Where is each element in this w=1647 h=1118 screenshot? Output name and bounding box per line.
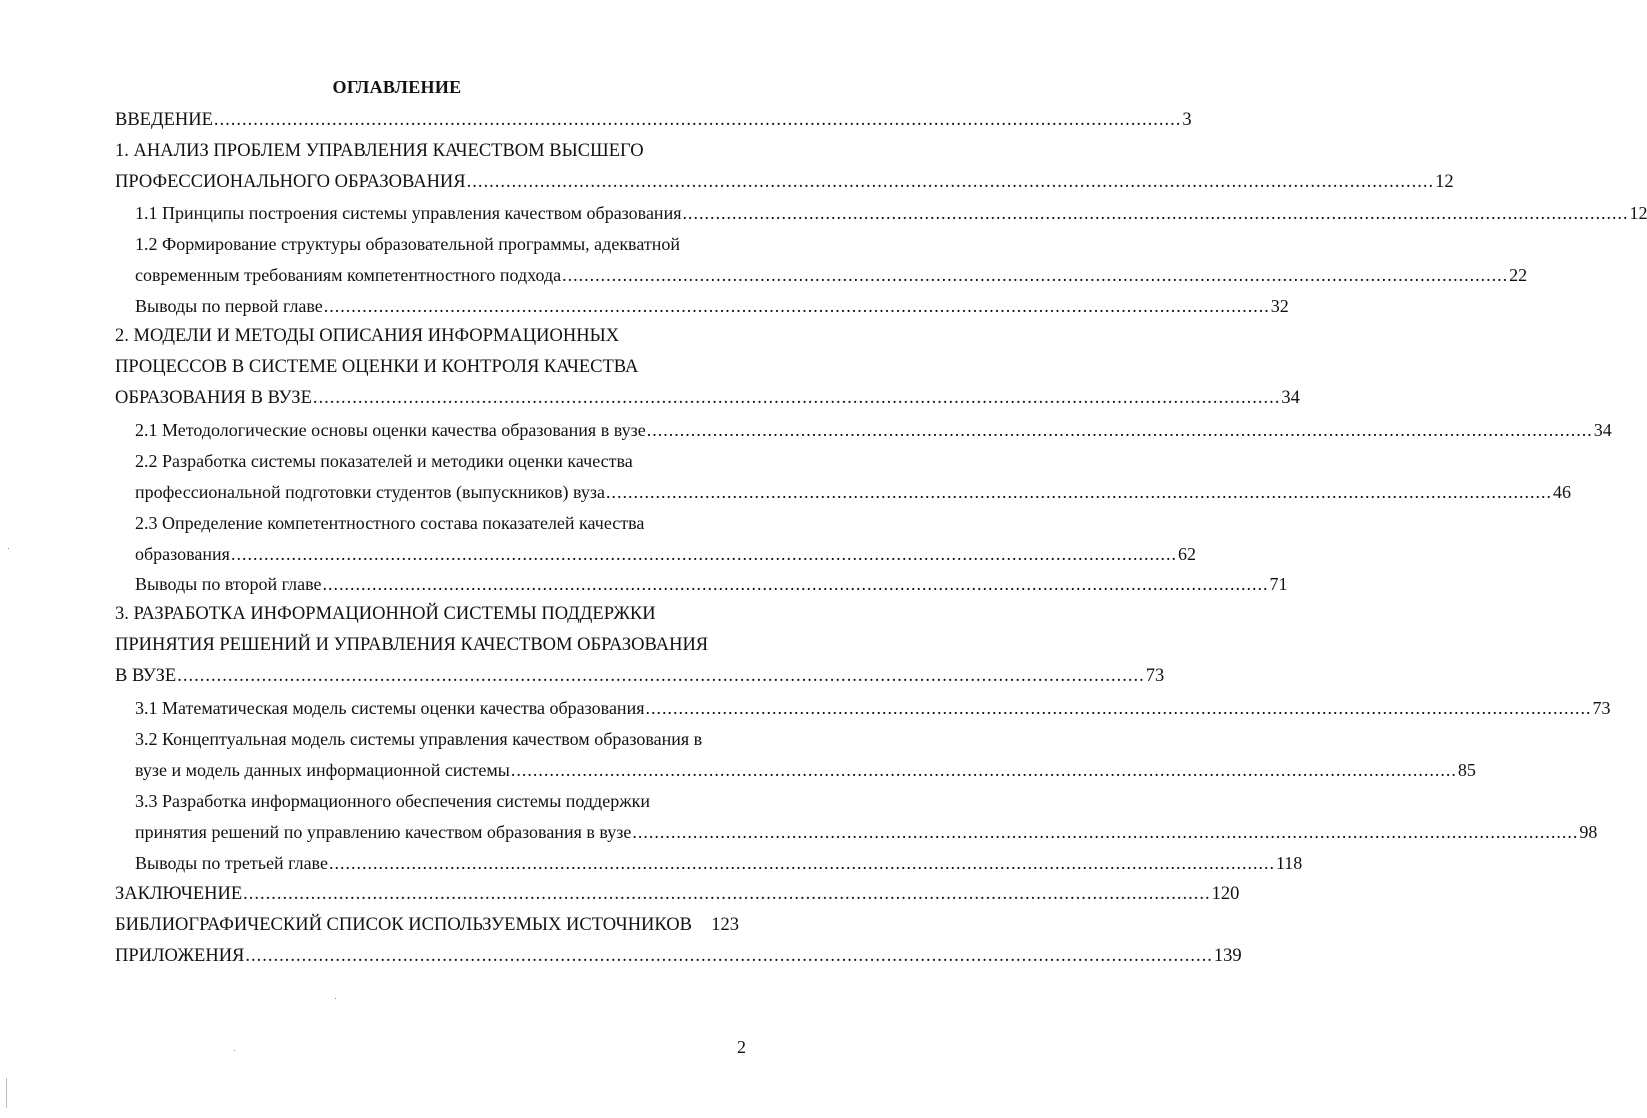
leader-dots: ............................................................................................................................................................................ — [510, 760, 1457, 780]
toc-section-3-2-heading: 3.2 Концептуальная модель системы управления качеством образования в — [135, 729, 703, 749]
leader-dots: ............................................................................................................................................................................ — [632, 822, 1579, 842]
toc-entry-text: Выводы по второй главе — [135, 574, 322, 594]
leader-dots: ............................................................................................................................................................................ — [177, 666, 1145, 686]
toc-conclusions-2 — [135, 572, 1288, 596]
toc-entry-text: ЗАКЛЮЧЕНИЕ — [115, 884, 243, 904]
toc-entry-introduction — [115, 108, 1192, 132]
toc-section-1-2 — [135, 263, 1528, 287]
toc-section-2-3-heading: 2.3 Определение компетентностного состава показателей качества — [135, 513, 645, 533]
toc-entry-text: ОБРАЗОВАНИЯ В ВУЗЕ — [115, 388, 312, 408]
toc-entry-text: 1.1 Принципы построения системы управления качеством образования — [135, 203, 682, 223]
toc-chapter-2 — [115, 386, 1300, 410]
toc-section-2-1 — [135, 418, 1612, 442]
leader-dots: ............................................................................................................................................................................ — [682, 203, 1629, 223]
toc-entry-page: 22 — [1509, 265, 1528, 285]
scan-speck — [335, 998, 336, 999]
toc-entry-page: 139 — [1213, 946, 1242, 966]
toc-entry-text: образования — [135, 544, 230, 564]
toc-section-2-2 — [135, 480, 1571, 504]
toc-chapter-3-heading-line2: ПРИНЯТИЯ РЕШЕНИЙ И УПРАВЛЕНИЯ КАЧЕСТВОМ ОБРАЗОВАНИЯ — [115, 635, 709, 655]
toc-entry-page: 12 — [1629, 203, 1647, 223]
toc-entry-page: 34 — [1593, 420, 1612, 440]
leader-dots: ............................................................................................................................................................................ — [322, 574, 1269, 594]
toc-entry-page: 73 — [1592, 698, 1611, 718]
toc-entry-text: современным требованиям компетентностного подхода — [135, 265, 562, 285]
leader-dots: ............................................................................................................................................................................ — [312, 388, 1281, 408]
toc-appendices — [115, 944, 1242, 968]
toc-conclusions-3 — [135, 851, 1303, 875]
leader-dots: ............................................................................................................................................................................ — [645, 698, 1592, 718]
toc-section-3-1 — [135, 696, 1611, 720]
toc-entry-page: 98 — [1579, 822, 1598, 842]
scan-speck — [234, 1050, 235, 1051]
toc-entry-page: 71 — [1269, 574, 1288, 594]
leader-dots: ............................................................................................................................................................................ — [230, 544, 1177, 564]
toc-entry-page: 32 — [1270, 296, 1289, 316]
toc-entry-text: Выводы по третьей главе — [135, 853, 328, 873]
toc-section-1-1 — [135, 201, 1647, 225]
leader-dots: ............................................................................................................................................................................ — [243, 884, 1211, 904]
leader-dots: ............................................................................................................................................................................ — [213, 110, 1182, 130]
toc-chapter-2-heading-line1: 2. МОДЕЛИ И МЕТОДЫ ОПИСАНИЯ ИНФОРМАЦИОННЫХ — [115, 326, 620, 346]
leader-dots: ............................................................................................................................................................................ — [328, 853, 1275, 873]
toc-chapter-1 — [115, 170, 1454, 194]
toc-entry-text: ПРИЛОЖЕНИЯ — [115, 946, 245, 966]
toc-entry-text: 3.1 Математическая модель системы оценки качества образования — [135, 698, 645, 718]
toc-chapter-3-heading-line1: 3. РАЗРАБОТКА ИНФОРМАЦИОННОЙ СИСТЕМЫ ПОДДЕРЖКИ — [115, 604, 656, 624]
leader-dots: ............................................................................................................................................................................ — [323, 296, 1270, 316]
page-title: ОГЛАВЛЕНИЕ — [332, 77, 462, 97]
toc-bibliography — [115, 913, 739, 937]
toc-entry-text: вузе и модель данных информационной системы — [135, 760, 510, 780]
toc-entry-page: 12 — [1435, 172, 1454, 192]
toc-entry-page: 73 — [1145, 666, 1165, 686]
toc-conclusion — [115, 882, 1240, 906]
toc-entry-text: ПРОФЕССИОНАЛЬНОГО ОБРАЗОВАНИЯ — [115, 172, 466, 192]
scan-speck — [6, 1078, 7, 1108]
toc-entry-page: 62 — [1177, 544, 1196, 564]
toc-section-2-2-heading: 2.2 Разработка системы показателей и методики оценки качества — [135, 451, 633, 471]
toc-entry-page: 120 — [1211, 884, 1240, 904]
toc-entry-text: профессиональной подготовки студентов (выпускников) вуза — [135, 482, 605, 502]
toc-section-3-3 — [135, 820, 1598, 844]
leader-dots: ............................................................................................................................................................................ — [646, 420, 1593, 440]
toc-entry-text: принятия решений по управлению качеством образования в вузе — [135, 822, 632, 842]
toc-chapter-3 — [115, 664, 1165, 688]
leader-dots: ............................................................................................................................................................................ — [605, 482, 1552, 502]
toc-entry-text: 2.1 Методологические основы оценки качества образования в вузе — [135, 420, 646, 440]
toc-entry-page: 123 — [711, 915, 739, 935]
toc-chapter-2-heading-line2: ПРОЦЕССОВ В СИСТЕМЕ ОЦЕНКИ И КОНТРОЛЯ КАЧЕСТВА — [115, 357, 639, 377]
toc-entry-page: 118 — [1275, 853, 1303, 873]
toc-section-2-3 — [135, 542, 1196, 566]
toc-entry-text: Выводы по первой главе — [135, 296, 323, 316]
toc-chapter-1-heading: 1. АНАЛИЗ ПРОБЛЕМ УПРАВЛЕНИЯ КАЧЕСТВОМ ВЫСШЕГО — [115, 141, 644, 161]
toc-entry-text: ВВЕДЕНИЕ — [115, 110, 213, 130]
toc-entry-text: БИБЛИОГРАФИЧЕСКИЙ СПИСОК ИСПОЛЬЗУЕМЫХ ИСТОЧНИКОВ — [115, 915, 692, 935]
page-number: 2 — [737, 1037, 746, 1057]
leader-dots — [692, 913, 711, 937]
toc-entry-page: 3 — [1182, 110, 1192, 130]
toc-entry-page: 85 — [1457, 760, 1476, 780]
toc-entry-text: В ВУЗЕ — [115, 666, 177, 686]
toc-section-3-3-heading: 3.3 Разработка информационного обеспечения системы поддержки — [135, 791, 651, 811]
leader-dots: ............................................................................................................................................................................ — [562, 265, 1509, 285]
scan-speck — [8, 548, 9, 549]
toc-entry-page: 34 — [1281, 388, 1300, 408]
toc-conclusions-1 — [135, 294, 1289, 318]
toc-section-1-2-heading: 1.2 Формирование структуры образовательной программы, адекватной — [135, 234, 680, 254]
leader-dots: ............................................................................................................................................................................ — [245, 946, 1213, 966]
leader-dots: ............................................................................................................................................................................ — [466, 172, 1435, 192]
toc-section-3-2 — [135, 758, 1476, 782]
toc-entry-page: 46 — [1552, 482, 1571, 502]
